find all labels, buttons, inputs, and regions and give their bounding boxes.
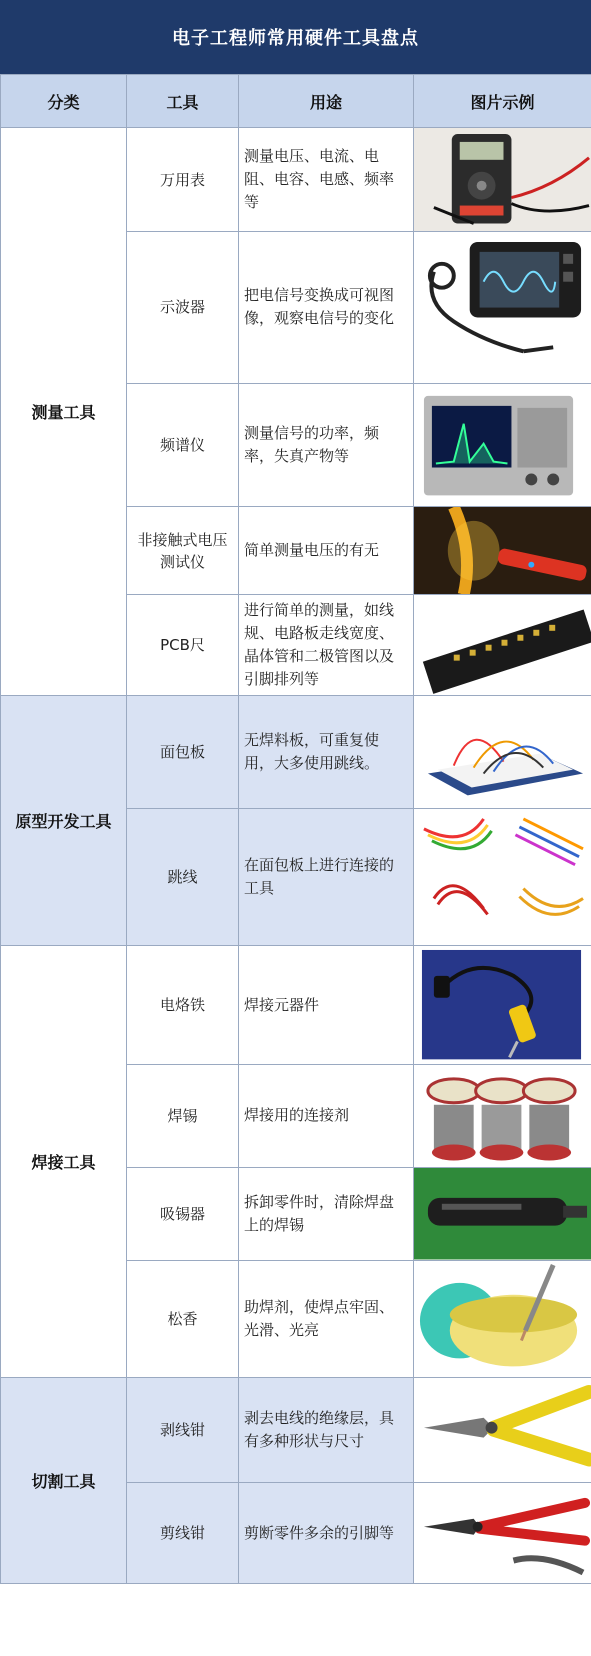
tool-image	[414, 1377, 591, 1482]
oscilloscope-icon	[414, 232, 591, 382]
tool-name: 频谱仪	[127, 383, 239, 506]
tool-image	[414, 506, 591, 595]
wire-cutter-icon	[414, 1483, 591, 1582]
tool-use: 进行简单的测量，如线规、电路板走线宽度、晶体管和二极管图以及引脚排列等	[239, 595, 414, 695]
header-tool: 工具	[127, 75, 239, 128]
desoldering-pump-icon	[414, 1168, 591, 1259]
tool-use: 简单测量电压的有无	[239, 506, 414, 595]
tool-image	[414, 595, 591, 695]
tool-image	[414, 1168, 591, 1260]
tool-name: 剥线钳	[127, 1377, 239, 1482]
jumper-wires-icon	[414, 809, 591, 945]
tool-name: 示波器	[127, 232, 239, 383]
breadboard-icon	[414, 696, 591, 808]
tool-use: 焊接元器件	[239, 946, 414, 1064]
tool-use: 测量电压、电流、电阻、电容、电感、频率等	[239, 128, 414, 232]
table-row	[1, 128, 591, 232]
tool-use: 把电信号变换成可视图像，观察电信号的变化	[239, 232, 414, 383]
multimeter-icon	[414, 128, 591, 231]
tool-name: 面包板	[127, 695, 239, 808]
header-example-image: 图片示例	[414, 75, 591, 128]
tool-name: 跳线	[127, 809, 239, 946]
category-prototype: 原型开发工具	[1, 695, 127, 946]
tool-use: 无焊料板，可重复使用，大多使用跳线。	[239, 695, 414, 808]
tool-name: PCB尺	[127, 595, 239, 695]
solder-wire-icon	[414, 1065, 591, 1167]
tool-use: 剥去电线的绝缘层，具有多种形状与尺寸	[239, 1377, 414, 1482]
table-row	[1, 1377, 591, 1482]
tool-image	[414, 383, 591, 506]
rosin-icon	[414, 1261, 591, 1377]
page-title: 电子工程师常用硬件工具盘点	[0, 0, 591, 74]
category-measure: 测量工具	[1, 128, 127, 696]
tool-name: 电烙铁	[127, 946, 239, 1064]
tool-image	[414, 809, 591, 946]
tool-name: 剪线钳	[127, 1483, 239, 1583]
tool-use: 焊接用的连接剂	[239, 1064, 414, 1167]
tool-image	[414, 128, 591, 232]
spectrum-analyzer-icon	[414, 384, 591, 506]
tool-use: 剪断零件多余的引脚等	[239, 1483, 414, 1583]
table-row	[1, 946, 591, 1064]
pcb-ruler-icon	[414, 595, 591, 694]
voltage-tester-icon	[414, 507, 591, 595]
tool-use: 在面包板上进行连接的工具	[239, 809, 414, 946]
tool-image	[414, 1064, 591, 1167]
tool-image	[414, 232, 591, 383]
category-solder: 焊接工具	[1, 946, 127, 1378]
tool-image	[414, 695, 591, 808]
tool-name: 万用表	[127, 128, 239, 232]
tool-use: 拆卸零件时，清除焊盘上的焊锡	[239, 1168, 414, 1260]
tool-image	[414, 946, 591, 1064]
tools-table	[0, 74, 591, 1584]
category-cut: 切割工具	[1, 1377, 127, 1583]
header-use: 用途	[239, 75, 414, 128]
tool-use: 测量信号的功率，频率，失真产物等	[239, 383, 414, 506]
tool-name: 吸锡器	[127, 1168, 239, 1260]
table-header-row	[1, 75, 591, 128]
tool-image	[414, 1483, 591, 1583]
header-category: 分类	[1, 75, 127, 128]
soldering-iron-icon	[414, 946, 591, 1063]
tool-name: 非接触式电压测试仪	[127, 506, 239, 595]
tool-use: 助焊剂，使焊点牢固、光滑、光亮	[239, 1260, 414, 1377]
tool-name: 松香	[127, 1260, 239, 1377]
tool-image	[414, 1260, 591, 1377]
table-row	[1, 695, 591, 808]
wire-stripper-icon	[414, 1378, 591, 1482]
tool-name: 焊锡	[127, 1064, 239, 1167]
